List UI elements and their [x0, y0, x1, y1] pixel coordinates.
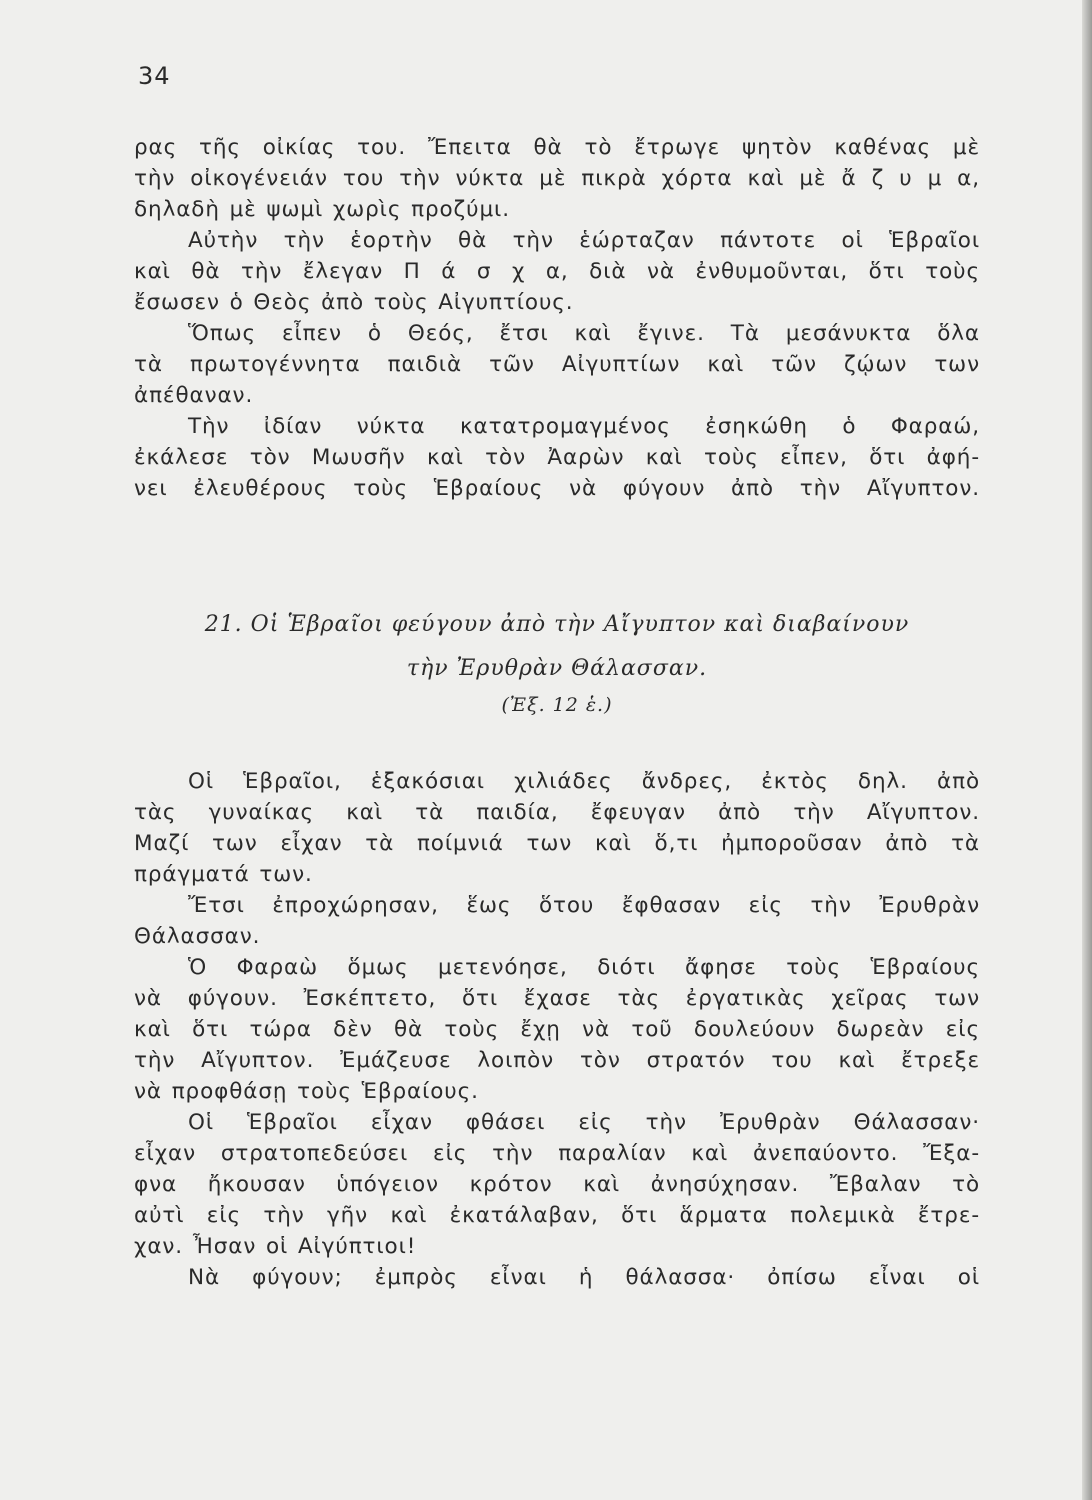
- text-line: Αὐτὴν τὴν ἑορτὴν θὰ τὴν ἑώρταζαν πάντοτε οἱ Ἑβραῖοι: [188, 228, 980, 253]
- text-line: τὰ πρωτογέννητα παιδιὰ τῶν Αἰγυπτίων καὶ τῶν ζῴων των: [134, 352, 980, 377]
- paragraph-block-top: [134, 132, 980, 504]
- text-line: αὐτὶ εἰς τὴν γῆν καὶ ἐκατάλαβαν, ὅτι ἅρματα πολεμικὰ ἔτρε-: [134, 1203, 980, 1228]
- text-line: ἀπέθαναν.: [134, 383, 254, 408]
- text-line: φνα ἤκουσαν ὑπόγειον κρότον καὶ ἀνησύχησαν. Ἔβαλαν τὸ: [134, 1172, 980, 1197]
- text-line: Οἱ Ἑβραῖοι, ἑξακόσιαι χιλιάδες ἄνδρες, ἐκτὸς δηλ. ἀπὸ: [188, 769, 980, 794]
- paragraph-block-bottom: [134, 766, 980, 1293]
- section-heading-line-1: 21. Οἱ Ἑβραῖοι φεύγουν ἀπὸ τὴν Αἴγυπτον καὶ διαβαίνουν: [204, 612, 910, 637]
- page-number: 34: [138, 62, 171, 90]
- text-line: χαν. Ἦσαν οἱ Αἰγύπτιοι!: [134, 1234, 417, 1259]
- text-line: καὶ ὅτι τώρα δὲν θὰ τοὺς ἔχῃ νὰ τοῦ δουλεύουν δωρεὰν εἰς: [134, 1017, 980, 1042]
- text-line: Οἱ Ἑβραῖοι εἶχαν φθάσει εἰς τὴν Ἐρυθρὰν Θάλασσαν·: [188, 1110, 980, 1135]
- text-line: νει ἐλευθέρους τοὺς Ἑβραίους νὰ φύγουν ἀπὸ τὴν Αἴγυπτον.: [134, 476, 980, 501]
- text-line: εἶχαν στρατοπεδεύσει εἰς τὴν παραλίαν καὶ ἀνεπαύοντο. Ἔξα-: [134, 1141, 980, 1166]
- text-line: ρας τῆς οἰκίας του. Ἔπειτα θὰ τὸ ἔτρωγε ψητὸν καθένας μὲ: [134, 135, 980, 160]
- text-line: Νὰ φύγουν; ἐμπρὸς εἶναι ἡ θάλασσα· ὀπίσω εἶναι οἱ: [188, 1265, 980, 1290]
- text-line: καὶ θὰ τὴν ἔλεγαν Π ά σ χ α, διὰ νὰ ἐνθυμοῦνται, ὅτι τοὺς: [134, 259, 980, 284]
- text-line: τὰς γυναίκας καὶ τὰ παιδία, ἔφευγαν ἀπὸ τὴν Αἴγυπτον.: [134, 800, 980, 825]
- text-line: δηλαδὴ μὲ ψωμὶ χωρὶς προζύμι.: [134, 197, 510, 222]
- text-line: τὴν οἰκογένειάν του τὴν νύκτα μὲ πικρὰ χόρτα καὶ μὲ ἄ ζ υ μ α,: [134, 166, 980, 191]
- text-line: Θάλασσαν.: [134, 924, 261, 949]
- text-line: Μαζί των εἶχαν τὰ ποίμνιά των καὶ ὅ,τι ἠμποροῦσαν ἀπὸ τὰ: [134, 831, 980, 856]
- text-line: νὰ προφθάσῃ τοὺς Ἑβραίους.: [134, 1079, 479, 1104]
- text-line: ἐκάλεσε τὸν Μωυσῆν καὶ τὸν Ἀαρὼν καὶ τοὺς εἶπεν, ὅτι ἀφή-: [134, 445, 980, 470]
- text-line: Ἔτσι ἐπροχώρησαν, ἕως ὅτου ἔφθασαν εἰς τὴν Ἐρυθρὰν: [188, 893, 980, 918]
- text-line: Τὴν ἰδίαν νύκτα κατατρομαγμένος ἐσηκώθη ὁ Φαραώ,: [188, 414, 980, 439]
- text-line: Ὁ Φαραὼ ὅμως μετενόησε, διότι ἄφησε τοὺς Ἑβραίους: [188, 955, 980, 980]
- text-line: Ὅπως εἶπεν ὁ Θεός, ἔτσι καὶ ἔγινε. Τὰ μεσάνυκτα ὅλα: [188, 321, 980, 346]
- page-edge-shadow: [1082, 0, 1092, 1500]
- section-reference: (Ἐξ. 12 ἑ.): [501, 694, 613, 716]
- text-line: πράγματά των.: [134, 862, 313, 887]
- text-line: ἔσωσεν ὁ Θεὸς ἀπὸ τοὺς Αἰγυπτίους.: [134, 290, 574, 315]
- text-line: τὴν Αἴγυπτον. Ἐμάζευσε λοιπὸν τὸν στρατόν του καὶ ἔτρεξε: [134, 1048, 980, 1073]
- section-heading-line-2: τὴν Ἐρυθρὰν Θάλασσαν.: [406, 656, 708, 681]
- text-line: νὰ φύγουν. Ἐσκέπτετο, ὅτι ἔχασε τὰς ἐργατικὰς χεῖρας των: [134, 986, 980, 1011]
